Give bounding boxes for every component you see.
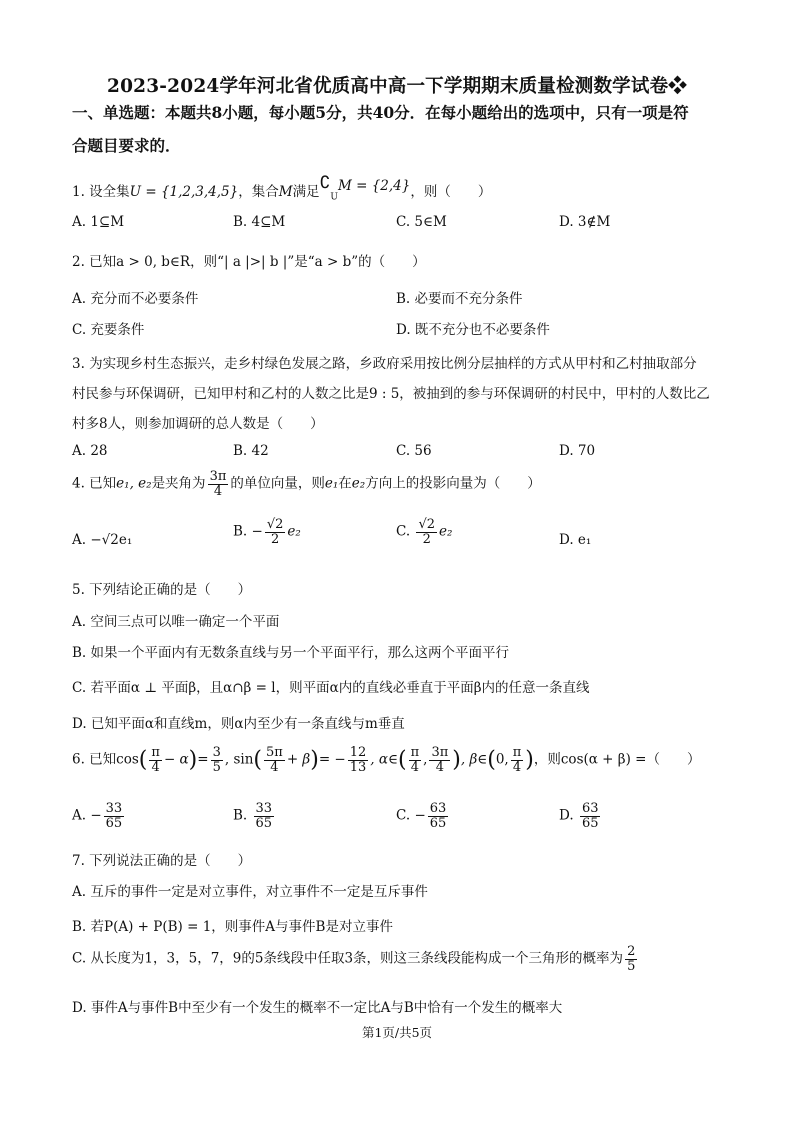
q7-option-c: C. 从长度为1，3，5，7，9的5条线段中任取3条，则这三条线段能构成一个三角形的概率为 $\frac{2}{5}$ <box>72 944 636 974</box>
q4-option-d: D. e₁ <box>559 532 592 548</box>
q1-option-d: D. 3∉M <box>559 214 611 230</box>
exam-title: 2023-2024学年河北省优质高中高一下学期期末质量检测数学试卷❖ <box>107 76 687 97</box>
q3-option-b: B. 42 <box>233 443 269 459</box>
q4-vectors: e₁, e₂ <box>116 475 152 492</box>
q1-stem: 1. 设全集U = {1,2,3,4,5}，集合M满足$∁_UM = \{2,4\}$，则（ ） <box>72 173 492 203</box>
q2-stem: 2. 已知a > 0, b∈R，则“| a |>| b |”是“a > b”的（ ） <box>72 254 426 270</box>
page-footer: 第1页/共5页 <box>361 1025 433 1040</box>
q3-option-d: D. 70 <box>559 443 596 459</box>
q5-option-a: A. 空间三点可以唯一确定一个平面 <box>72 614 280 630</box>
q7-option-d: D. 事件A与事件B中至少有一个发生的概率不一定比A与B中恰有一个发生的概率大 <box>72 1000 563 1016</box>
q4-stem: 4. 已知e₁, e₂是夹角为 $\frac{3\pi}{4}$ 的单位向量，则e₁在e₂方向上的投影向量为（ ） <box>72 469 541 499</box>
q2-option-c: C. 充要条件 <box>72 322 145 338</box>
q7-option-b: B. 若P(A) + P(B) = 1，则事件A与事件B是对立事件 <box>72 919 393 935</box>
q6-stem: 6. 已知cos( $\frac{\pi}{4}$ − α)= $\frac{3}{5}$ , sin( $\frac{5\pi}{4}$ + β)= − $\frac{12}{13}$ , α∈( $\frac{\pi}{4}$ , $\frac{3\pi}{4}$ ), β∈(0, $\frac{\pi}{4}$ )，则cos(α + β) =（ ） <box>72 745 701 775</box>
q4-option-c: C. $\frac{√2}{2}$ e₂ <box>396 517 453 547</box>
q3-line-3: 村多8人，则参加调研的总人数是（ ） <box>72 416 324 432</box>
q5-option-b: B. 如果一个平面内有无数条直线与另一个平面平行，那么这两个平面平行 <box>72 645 510 661</box>
q5-option-c: C. 若平面α ⊥ 平面β，且α∩β = l，则平面α内的直线必垂直于平面β内的任意一条直线 <box>72 680 590 696</box>
q4-angle-fraction: $\frac{3\pi}{4}$ <box>209 469 227 499</box>
q1-option-b: B. 4⊆M <box>233 214 286 230</box>
q3-option-a: A. 28 <box>72 443 108 459</box>
q2-option-a: A. 充分而不必要条件 <box>72 291 199 307</box>
q6-option-b: B. $\frac{33}{65}$ <box>233 801 273 831</box>
q5-stem: 5. 下列结论正确的是（ ） <box>72 582 252 598</box>
q1-universal-set: U = {1,2,3,4,5} <box>129 184 239 200</box>
q1-option-c: C. 5∈M <box>396 214 447 230</box>
q4-option-a: A. −√2e₁ <box>72 532 133 548</box>
q6-option-c: C. − $\frac{63}{65}$ <box>396 801 447 831</box>
q6-option-a: A. − $\frac{33}{65}$ <box>72 801 123 831</box>
q1-option-a: A. 1⊆M <box>72 214 125 230</box>
q7-option-a: A. 互斥的事件一定是对立事件，对立事件不一定是互斥事件 <box>72 884 428 900</box>
complement-symbol: ∁ <box>319 173 331 193</box>
q6-option-d: D. $\frac{63}{65}$ <box>559 801 599 831</box>
q3-line-1: 3. 为实现乡村生态振兴，走乡村绿色发展之路，乡政府采用按比例分层抽样的方式从甲村和乙村抽取部分 <box>72 356 697 372</box>
section-line-1: 一、单选题：本题共8小题，每小题5分，共40分．在每小题给出的选项中，只有一项是符 <box>72 103 689 122</box>
section-instructions <box>72 96 732 162</box>
q3-line-2: 村民参与环保调研，已知甲村和乙村的人数之比是9 : 5，被抽到的参与环保调研的村民中，甲村的人数比乙 <box>72 386 710 402</box>
q2-option-b: B. 必要而不充分条件 <box>396 291 523 307</box>
section-line-2: 合题目要求的． <box>72 136 181 155</box>
q4-option-b: B. − $\frac{√2}{2}$ e₂ <box>233 517 301 547</box>
q1-complement-set: M = {2,4} <box>337 178 411 194</box>
q7-stem: 7. 下列说法正确的是（ ） <box>72 853 252 869</box>
q2-option-d: D. 既不充分也不必要条件 <box>396 322 550 338</box>
q3-option-c: C. 56 <box>396 443 432 459</box>
q5-option-d: D. 已知平面α和直线m，则α内至少有一条直线与m垂直 <box>72 716 405 732</box>
